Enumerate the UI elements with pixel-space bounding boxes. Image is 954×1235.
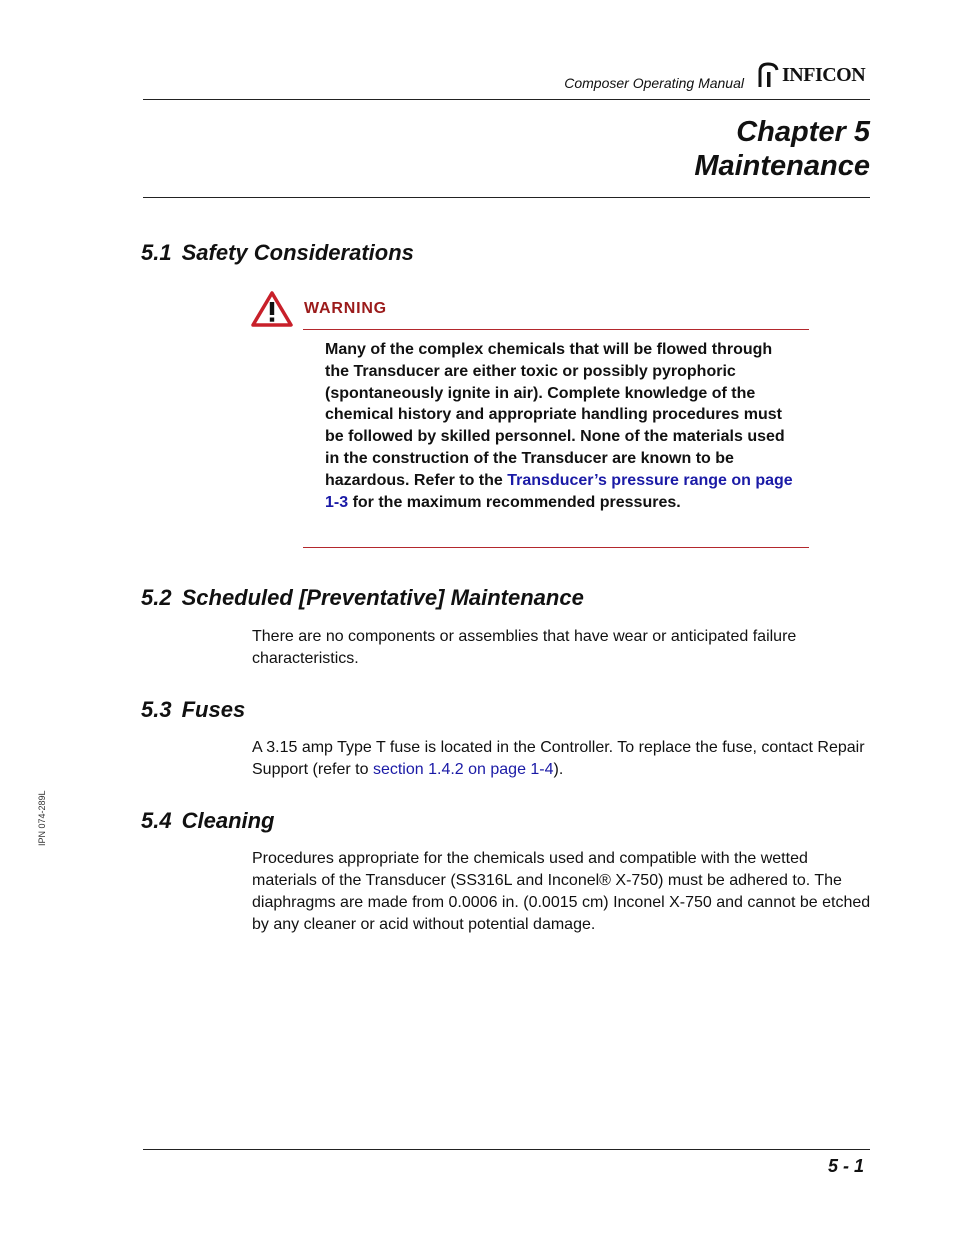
pressure-range-link[interactable]: Transducer’s pressure range on page 1-3 [325, 471, 793, 511]
logo-text: INFICON [782, 64, 866, 86]
scheduled-maintenance-text: There are no components or assemblies that have wear or anticipated failure characteristics. [252, 628, 797, 667]
ipn-code: IPN 074-289L [37, 790, 47, 846]
warning-text-post: for the maximum recommended pressures. [348, 493, 681, 511]
warning-text [325, 339, 795, 513]
warning-label: WARNING [304, 300, 387, 317]
section-heading-scheduled-maintenance [141, 585, 584, 611]
section-number: 5.2 [141, 585, 172, 610]
section-number: 5.1 [141, 240, 172, 265]
section-heading-safety [141, 240, 414, 266]
section-number: 5.3 [141, 697, 172, 722]
section-title: Safety Considerations [181, 240, 414, 265]
warning-text-pre: Many of the complex chemicals that will be flowed through the Transducer are either toxic or possibly pyrophoric (spontaneously ignite in air). Complete knowledge of the chemical history and appropriate handling procedures must be followed by skilled personnel. None of the materials used in the construction of the Transducer are known to be hazardous. Refer to the [325, 341, 785, 489]
inficon-logo [757, 60, 873, 90]
fuses-text [252, 737, 872, 781]
section-title: Cleaning [181, 808, 275, 833]
chapter-heading [440, 115, 870, 183]
header-rule [143, 99, 870, 100]
warning-top-rule [303, 329, 809, 330]
chapter-number: Chapter 5 [736, 116, 870, 148]
section-heading-fuses [141, 697, 245, 723]
page-number: 5 - 1 [827, 1156, 864, 1176]
footer-rule [143, 1149, 870, 1150]
section-title: Scheduled [Preventative] Maintenance [181, 585, 584, 610]
manual-title: Composer Operating Manual [564, 75, 744, 91]
section-number: 5.4 [141, 808, 172, 833]
fuses-text-post: ). [553, 761, 564, 778]
warning-bottom-rule [303, 547, 809, 548]
section-heading-cleaning [141, 808, 275, 834]
warning-triangle-icon [250, 290, 294, 328]
chapter-rule [143, 197, 870, 198]
chapter-title: Maintenance [694, 150, 870, 182]
section-1-4-2-link[interactable]: section 1.4.2 on page 1-4 [372, 761, 554, 778]
fuses-text-pre: A 3.15 amp Type T fuse is located in the Controller. To replace the fuse, contact Repair Support (refer to [252, 739, 865, 778]
cleaning-text: Procedures appropriate for the chemicals used and compatible with the wetted materials of the Transducer (SS316L and Inconel® X-750) must be adhered to. The diaphragms are made from 0.0006 in. (0.0015 cm) Inconel X-750 and cannot be etched by any cleaner or acid without potential damage. [252, 850, 871, 933]
inficon-logo-mark-icon [757, 62, 779, 88]
section-title: Fuses [181, 697, 246, 722]
